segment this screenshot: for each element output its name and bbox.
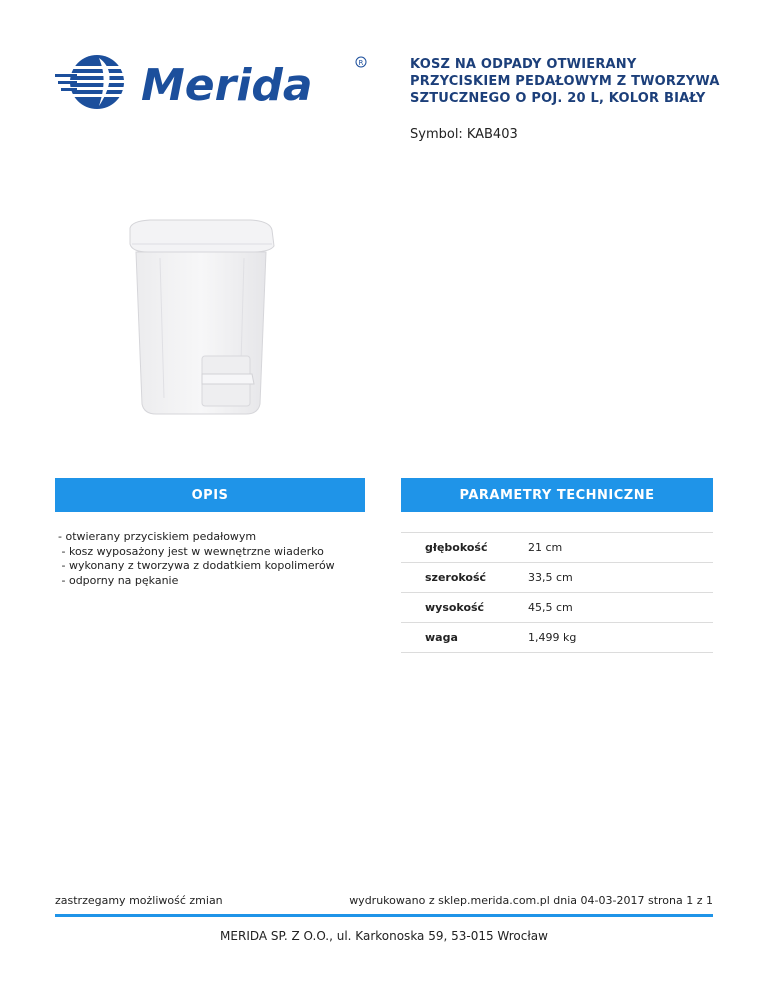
product-title: KOSZ NA ODPADY OTWIERANY PRZYCISKIEM PEDAŁOWYM Z TWORZYWA SZTUCZNEGO O POJ. 20 L, KOLOR BIAŁY: [410, 57, 720, 106]
param-value: 33,5 cm: [528, 571, 573, 584]
symbol-label: Symbol:: [410, 127, 463, 142]
param-label: wysokość: [425, 601, 485, 614]
description-text: - otwierany przyciskiem pedałowym - kosz wyposażony jest w wewnętrzne wiaderko - wykonany z tworzywa z dodatkiem kopolimerów - odporny na pękanie: [58, 530, 335, 587]
product-image: [120, 218, 280, 418]
company-address: MERIDA SP. Z O.O., ul. Karkonoska 59, 53-015 Wrocław: [220, 929, 548, 943]
param-label: szerokość: [425, 571, 487, 584]
params-header: PARAMETRY TECHNICZNE: [401, 478, 713, 512]
table-row: [401, 622, 713, 653]
table-row: [401, 562, 713, 592]
table-row: [401, 532, 713, 562]
merida-logo: [55, 52, 370, 114]
params-table: [401, 532, 713, 653]
footer-divider: [55, 914, 713, 917]
description-header: OPIS: [55, 478, 365, 512]
product-symbol: [410, 127, 518, 142]
svg-text:R: R: [358, 59, 364, 67]
disclaimer-text: zastrzegamy możliwość zmian: [55, 894, 223, 907]
param-value: 45,5 cm: [528, 601, 573, 614]
table-row: [401, 592, 713, 622]
param-label: głębokość: [425, 541, 488, 554]
print-info-text: wydrukowano z sklep.merida.com.pl dnia 04-03-2017 strona 1 z 1: [349, 894, 713, 907]
param-value: 1,499 kg: [528, 631, 577, 644]
pedal-bin-icon: [120, 218, 280, 418]
param-label: waga: [425, 631, 458, 644]
param-value: 21 cm: [528, 541, 563, 554]
brand-wordmark: Merida: [141, 60, 313, 111]
symbol-value: KAB403: [466, 127, 518, 142]
